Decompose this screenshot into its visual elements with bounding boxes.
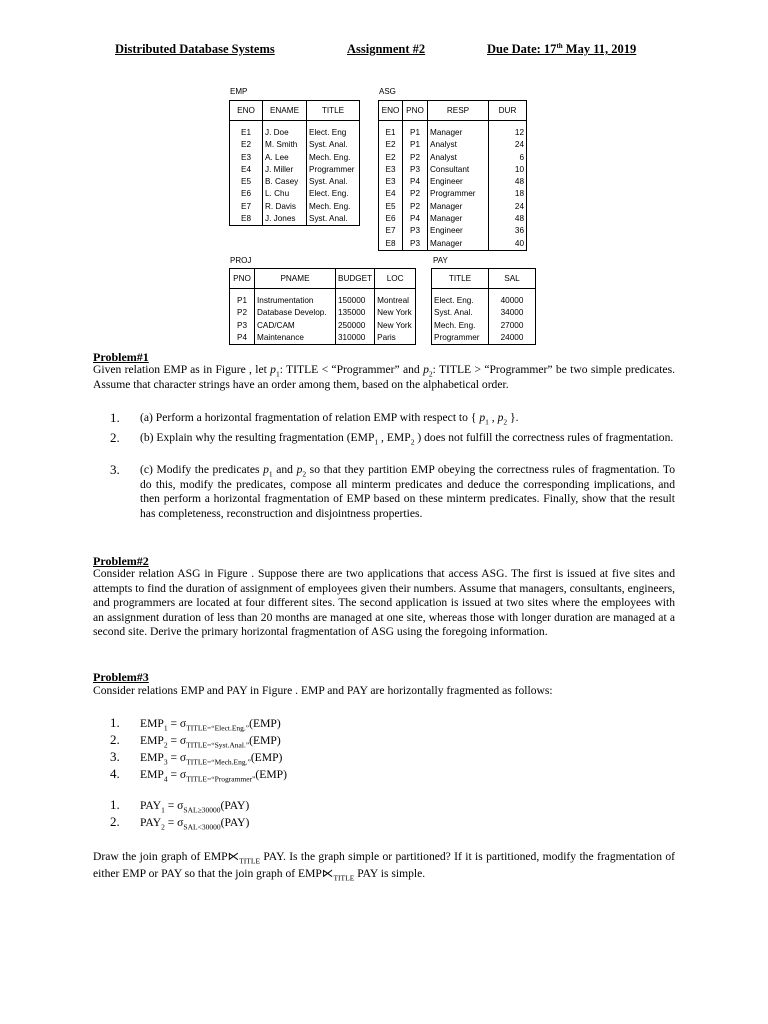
table-cell: E5	[385, 201, 396, 211]
table-cell: 10	[514, 164, 524, 174]
table-cell: E4	[240, 164, 251, 174]
table-cell: P2	[236, 308, 247, 318]
emp-eno-column	[230, 127, 263, 226]
problem1-item-a: 1. (a) Perform a horizontal fragmentation of relation EMP with respect to { $p_1$ , $p_2$ }.	[110, 410, 519, 427]
problem1-item-b: 2. (b) Explain why the resulting fragmentation ($EMP_1$ , $EMP_2$ ) does not fulfill the correctness rules of fragmentation.	[110, 430, 674, 447]
proj-pno-column	[230, 295, 255, 345]
table-cell: E7	[385, 226, 396, 236]
table-cell: 12	[514, 128, 524, 137]
asg-dur-column	[489, 127, 527, 250]
table-cell: Paris	[377, 332, 396, 342]
col-header: RESP	[428, 101, 489, 121]
table-cell: L. Chu	[265, 189, 290, 199]
proj-pname-column	[255, 295, 336, 345]
asg-eno-column	[379, 127, 403, 250]
asg-pno-column	[403, 127, 428, 250]
table-cell: 310000	[338, 332, 366, 342]
emp-title-column	[307, 127, 360, 226]
proj-table	[229, 268, 416, 345]
pay-fragment: 1. $PAY_1 = \sigma_{SAL\ge 30000}(PAY)$	[110, 797, 250, 815]
emp-fragment: 1. $EMP_1 = \sigma_{TITLE=“Elect.Eng.”}(EMP)$	[110, 715, 281, 733]
table-cell: 40	[514, 238, 524, 248]
table-cell: 48	[514, 214, 524, 224]
table-cell: E3	[240, 152, 251, 162]
table-cell: 150000	[338, 296, 366, 305]
col-header: ENO	[379, 101, 403, 121]
table-cell: P4	[409, 177, 420, 187]
emp-fragment: 2. $EMP_2 = \sigma_{TITLE=“Syst.Anal.”}(EMP)$	[110, 732, 281, 750]
table-cell: P1	[409, 128, 420, 137]
table-cell: Consultant	[430, 164, 470, 174]
table-cell: Engineer	[430, 177, 463, 187]
table-cell: E1	[240, 128, 251, 137]
table-cell: Mech. Eng.	[309, 152, 351, 162]
emp-table	[229, 100, 360, 226]
table-cell: P2	[409, 201, 420, 211]
problem2-text: Consider relation ASG in Figure . Suppose there are two applications that access ASG. The first is issued at five sites and attempts to find the duration of assignment of employees given their numbers. Assume that managers, consultants, engineers, and programmers are located at four different sites. The second application is issued at two sites where the employees with an assignment duration of less than 20 months are managed at one site, whereas those with longer duration are managed at a second site. Derive the primary horizontal fragmentation of ASG using the foregoing information.	[93, 567, 675, 639]
table-cell: E8	[385, 238, 396, 248]
table-cell: E2	[240, 140, 251, 150]
table-cell: A. Lee	[265, 152, 289, 162]
table-cell: Programmer	[434, 332, 480, 342]
table-cell: E5	[240, 177, 251, 187]
problem1-heading: Problem#1	[93, 350, 149, 364]
emp-ename-column	[263, 127, 307, 226]
table-cell: Syst. Anal.	[309, 140, 348, 150]
table-cell: Manager	[430, 238, 463, 248]
col-header: LOC	[375, 269, 416, 289]
table-cell: 27000	[500, 320, 524, 330]
table-cell: 34000	[500, 308, 524, 318]
table-cell: 48	[514, 177, 524, 187]
table-cell: Elect. Eng.	[434, 296, 474, 305]
table-cell: J. Jones	[265, 214, 296, 224]
due-date: Due Date: 17th May 11, 2019	[487, 42, 637, 57]
table-cell: Elect. Eng.	[309, 189, 349, 199]
problem3-intro: Consider relations EMP and PAY in Figure . EMP and PAY are horizontally fragmented as follows:	[93, 684, 553, 697]
table-cell: Manager	[430, 201, 463, 211]
problem3-question: Draw the join graph of $EMP⋉_{TITLE}$ PAY. Is the graph simple or partitioned? If it is partitioned, modify the fragmentation of either EMP or PAY so that the join graph of $EMP⋉_{TITLE}$ PAY is simple.	[93, 850, 675, 883]
table-cell: Syst. Anal.	[434, 308, 473, 318]
table-cell: New York	[377, 320, 412, 330]
table-cell: P1	[236, 296, 247, 305]
col-header: ENAME	[263, 101, 307, 121]
table-cell: M. Smith	[265, 140, 298, 150]
emp-fragment: 4. $EMP_4 = \sigma_{TITLE=“Programmer”}(EMP)$	[110, 766, 287, 784]
col-header: BUDGET	[336, 269, 375, 289]
table-cell: 6	[519, 152, 524, 162]
table-cell: Instrumentation	[257, 296, 314, 305]
table-cell: P2	[409, 189, 420, 199]
pay-fragment: 2. $PAY_2 = \sigma_{SAL<30000}(PAY)$	[110, 814, 250, 832]
col-header: PNO	[403, 101, 428, 121]
table-cell: Montreal	[377, 296, 409, 305]
col-header: ENO	[230, 101, 263, 121]
table-cell: Manager	[430, 128, 463, 137]
table-cell: Elect. Eng	[309, 128, 347, 137]
proj-table-label: PROJ	[230, 256, 252, 265]
table-cell: New York	[377, 308, 412, 318]
table-cell: Programmer	[309, 164, 355, 174]
proj-loc-column	[375, 295, 416, 345]
table-cell: P4	[409, 214, 420, 224]
table-cell: E2	[385, 140, 396, 150]
table-cell: P4	[236, 332, 247, 342]
col-header: TITLE	[307, 101, 360, 121]
table-cell: 24	[514, 201, 524, 211]
table-cell: P3	[409, 238, 420, 248]
emp-table-label: EMP	[230, 87, 248, 96]
assignment-title: Assignment #2	[347, 42, 426, 56]
table-cell: E4	[385, 189, 396, 199]
table-cell: CAD/CAM	[257, 320, 295, 330]
problem3-heading: Problem#3	[93, 670, 149, 684]
pay-table	[431, 268, 536, 345]
table-cell: E6	[385, 214, 396, 224]
table-cell: Mech. Eng.	[309, 201, 351, 211]
table-cell: 36	[514, 226, 524, 236]
col-header: PNO	[230, 269, 255, 289]
table-cell: E2	[385, 152, 396, 162]
table-cell: E7	[240, 201, 251, 211]
table-cell: P3	[409, 164, 420, 174]
col-header: SAL	[489, 269, 536, 289]
course-title: Distributed Database Systems	[115, 42, 275, 56]
table-cell: P3	[409, 226, 420, 236]
table-cell: E1	[385, 128, 396, 137]
table-cell: Syst. Anal.	[309, 214, 348, 224]
pay-sal-column	[489, 295, 536, 345]
table-cell: Analyst	[430, 140, 457, 150]
table-cell: B. Casey	[265, 177, 299, 187]
table-cell: Syst. Anal.	[309, 177, 348, 187]
table-cell: Analyst	[430, 152, 457, 162]
table-cell: 135000	[338, 308, 366, 318]
table-cell: E3	[385, 164, 396, 174]
table-cell: 250000	[338, 320, 366, 330]
table-cell: 40000	[500, 296, 524, 305]
table-cell: E3	[385, 177, 396, 187]
table-cell: Manager	[430, 214, 463, 224]
table-cell: Mech. Eng.	[434, 320, 476, 330]
table-cell: E8	[240, 214, 251, 224]
table-cell: P1	[409, 140, 420, 150]
table-cell: J. Doe	[265, 128, 289, 137]
pay-title-column	[432, 295, 489, 345]
table-cell: J. Miller	[265, 164, 294, 174]
problem1-item-c: 3. (c) Modify the predicates $p_1$ and $p_2$ so that they partition EMP obeying the correctness rules of fragmentation. To do this, modify the predicates, compose all minterm predicates and deduce the corresponding implications, and then perform a horizontal fragmentation of EMP based on these minterm predicates. Finally, show that the result has completeness, reconstruction and disjointness properties.	[110, 462, 675, 520]
table-cell: P2	[409, 152, 420, 162]
table-cell: P3	[236, 320, 247, 330]
table-cell: Database Develop.	[257, 308, 327, 318]
table-cell: Programmer	[430, 189, 476, 199]
col-header: TITLE	[432, 269, 489, 289]
asg-table	[378, 100, 527, 251]
asg-resp-column	[428, 127, 489, 250]
problem1-intro: Given relation EMP as in Figure , let $p_1$: TITLE < “Programmer” and $p_2$: TITLE > “Programmer” be two simple predicates. Assume that character strings have an order among them, based on the alphabetical order.	[93, 363, 675, 391]
table-cell: R. Davis	[265, 201, 296, 211]
problem2-heading: Problem#2	[93, 554, 149, 568]
table-cell: 24000	[500, 332, 524, 342]
table-cell: E6	[240, 189, 251, 199]
emp-fragment: 3. $EMP_3 = \sigma_{TITLE=“Mech.Eng.”}(EMP)$	[110, 749, 283, 767]
table-cell: Maintenance	[257, 332, 304, 342]
table-cell: Engineer	[430, 226, 463, 236]
table-cell: 18	[514, 189, 524, 199]
pay-table-label: PAY	[433, 256, 448, 265]
table-cell: 24	[514, 140, 524, 150]
asg-table-label: ASG	[379, 87, 396, 96]
col-header: DUR	[489, 101, 527, 121]
proj-budget-column	[336, 295, 375, 345]
col-header: PNAME	[255, 269, 336, 289]
